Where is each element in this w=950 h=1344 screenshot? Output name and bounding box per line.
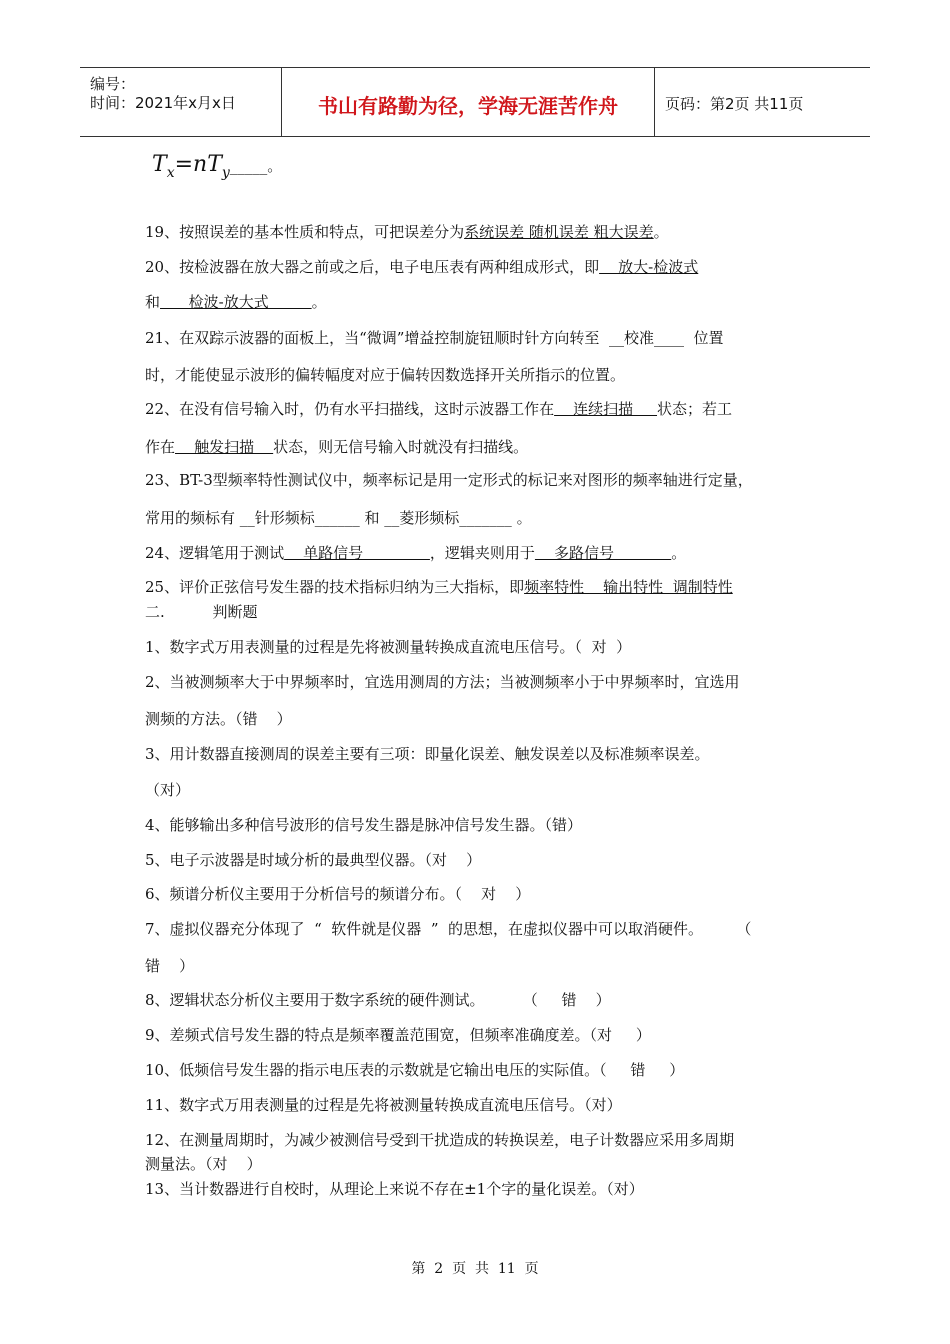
judge-line: 7、虚拟仪器充分体现了 “ 软件就是仪器 ” 的思想，在虚拟仪器中可以取消硬件。 （: [145, 920, 752, 938]
answer: 单路信号: [284, 544, 430, 562]
question-21-line2: 时，才能使显示波形的偏转幅度对应于偏转因数选择开关所指示的位置。: [145, 366, 626, 384]
judge-line: 5、电子示波器是时域分析的最典型仪器。（对 ）: [145, 851, 482, 869]
motto: 书山有路勤为径，学海无涯苦作舟: [318, 94, 618, 118]
judge-line: 8、逻辑状态分析仪主要用于数字系统的硬件测试。 （ 错 ）: [145, 991, 611, 1009]
answer: 检波-放大式: [160, 293, 312, 311]
judge-line: 12、在测量周期时，为减少被测信号受到干扰造成的转换误差，电子计数器应采用多周期: [145, 1131, 735, 1149]
answer: 系统误差 随机误差 粗大误差: [464, 223, 654, 241]
answer: 连续扫描: [554, 400, 658, 418]
judge-line: 11、数字式万用表测量的过程是先将被测量转换成直流电压信号。（对）: [145, 1096, 622, 1114]
judge-line: 4、能够输出多种信号波形的信号发生器是脉冲信号发生器。（错）: [145, 816, 583, 834]
header-motto-cell: [282, 68, 655, 136]
page-header: [80, 67, 870, 137]
question-22-line2: 作在 触发扫描 状态，则无信号输入时就没有扫描线。: [145, 438, 529, 456]
question-23: 23、BT-3型频率特性测试仪中，频率标记是用一定形式的标记来对图形的频率轴进行定量，: [145, 471, 753, 489]
header-page-cell: [655, 68, 870, 136]
judge-line: 10、低频信号发生器的指示电压表的示数就是它输出电压的实际值。（ 错 ）: [145, 1061, 685, 1079]
page-label: 页码：第2页 共11页: [665, 95, 804, 113]
answer: 频率特性 输出特性 调制特性: [524, 578, 733, 596]
question-23-line2: 常用的频标有 __针形频标______ 和 __菱形频标_______ 。: [145, 509, 532, 527]
question-24: 24、逻辑笔用于测试 单路信号 ，逻辑夹则用于 多路信号 。: [145, 544, 687, 562]
time-label: 时间：2021年x月x日: [90, 94, 236, 112]
page-footer: 第 2 页 共 11 页: [411, 1261, 539, 1277]
judge-line: 3、用计数器直接测周的误差主要有三项：即量化误差、触发误差以及标准频率误差。: [145, 745, 710, 763]
judge-line: 1、数字式万用表测量的过程是先将被测量转换成直流电压信号。（ 对 ）: [145, 638, 632, 656]
answer: 放大-检波式: [599, 258, 699, 276]
answer: 多路信号: [534, 544, 672, 562]
header-info-cell: [80, 68, 282, 136]
judge-line: 错 ）: [145, 957, 195, 975]
judge-line: 2、当被测频率大于中界频率时，宜选用测周的方法；当被测频率小于中界频率时，宜选用: [145, 673, 740, 691]
question-20: 20、按检波器在放大器之前或之后，电子电压表有两种组成形式，即 放大-检波式: [145, 258, 699, 276]
formula: $T_x=nT_y\_\_\_\_\_$。: [152, 152, 283, 181]
judge-line: 测频的方法。（错 ）: [145, 710, 292, 728]
judge-line: 测量法。（对 ）: [145, 1155, 262, 1173]
section-title: 二. 判断题: [145, 603, 258, 621]
judge-line: 13、当计数器进行自校时，从理论上来说不存在±1个字的量化误差。（对）: [145, 1180, 644, 1198]
answer: 触发扫描: [175, 438, 274, 456]
judge-line: 9、差频式信号发生器的特点是频率覆盖范围宽，但频率准确度差。（对 ）: [145, 1026, 651, 1044]
question-21: 21、在双踪示波器的面板上，当“微调”增益控制旋钮顺时针方向转至 __校准____ 位置: [145, 329, 724, 347]
question-22: 22、在没有信号输入时，仍有水平扫描线，这时示波器工作在 连续扫描 状态；若工: [145, 400, 733, 418]
judge-line: 6、频谱分析仪主要用于分析信号的频谱分布。（ 对 ）: [145, 885, 531, 903]
question-20-line2: 和 检波-放大式 。: [145, 293, 327, 311]
judge-line: （对）: [145, 781, 191, 799]
question-25: 25、评价正弦信号发生器的技术指标归纳为三大指标，即频率特性 输出特性 调制特性: [145, 578, 733, 596]
serial-label: 编号：: [90, 75, 136, 93]
question-19: 19、按照误差的基本性质和特点，可把误差分为系统误差 随机误差 粗大误差。: [145, 223, 669, 241]
